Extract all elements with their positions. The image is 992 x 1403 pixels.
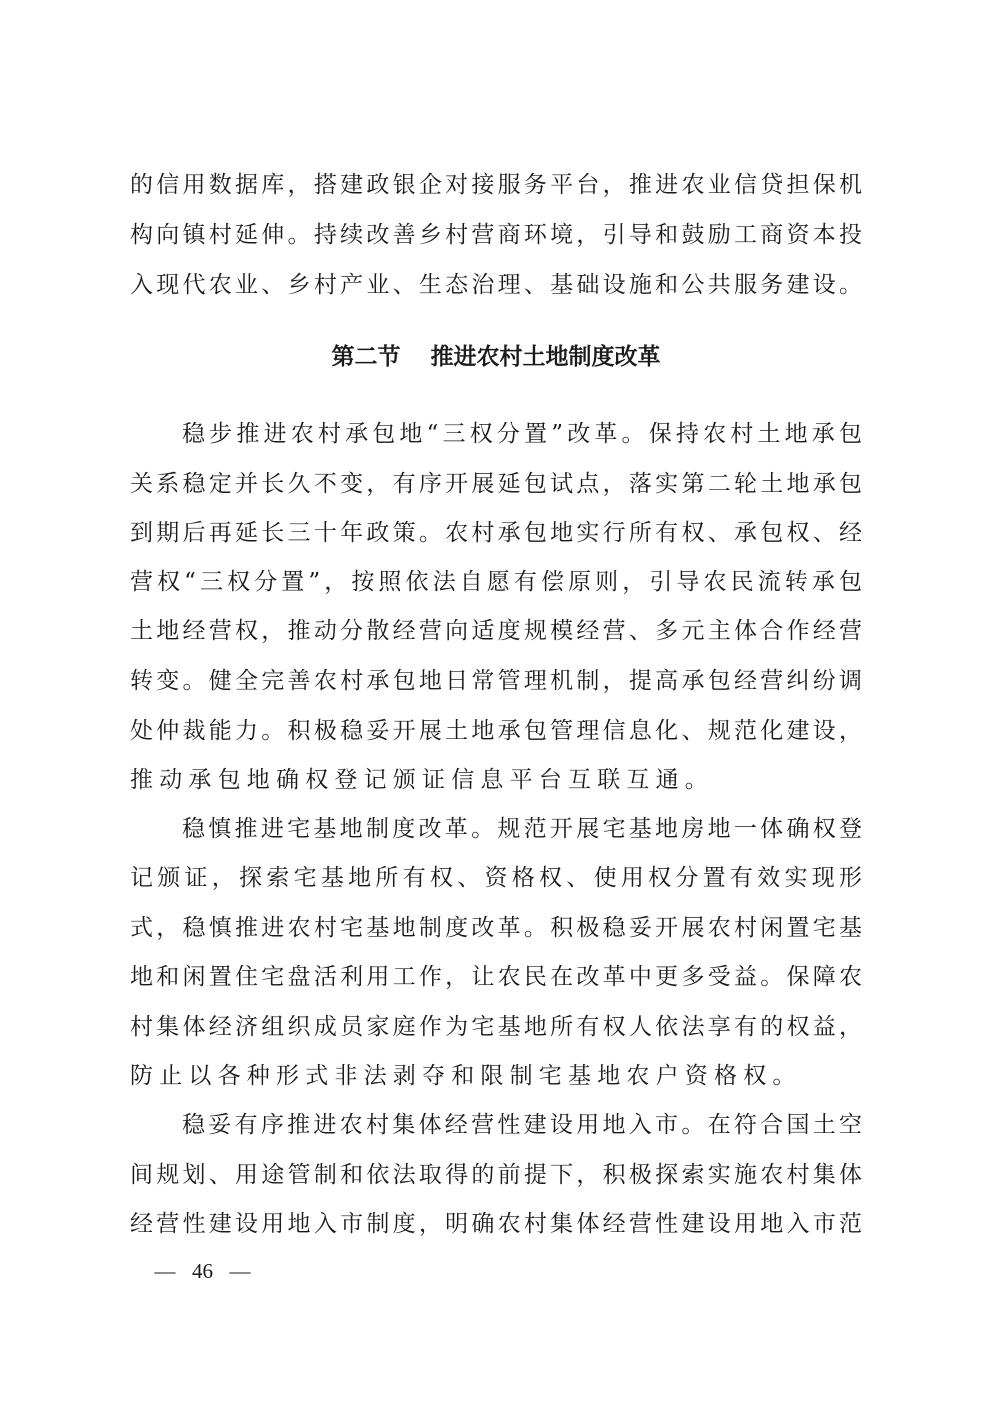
paragraph-line: 防止以各种形式非法剥夺和限制宅基地农户资格权。 — [130, 1063, 802, 1089]
paragraph-line: 间规划、用途管制和依法取得的前提下，积极探索实施农村集体 — [130, 1162, 862, 1188]
paragraph-line: 记颁证，探索宅基地所有权、资格权、使用权分置有效实现形 — [130, 865, 862, 891]
paragraph-line: 到期后再延长三十年政策。农村承包地实行所有权、承包权、经 — [130, 520, 862, 546]
paragraph-line: 式，稳慎推进农村宅基地制度改革。积极稳妥开展农村闲置宅基 — [130, 915, 862, 941]
paragraph-line: 稳慎推进宅基地制度改革。规范开展宅基地房地一体确权登 — [182, 816, 862, 842]
page-number: 46 — [192, 1259, 213, 1283]
paragraph-line: 地和闲置住宅盘活利用工作，让农民在改革中更多受益。保障农 — [130, 964, 862, 990]
paragraph-line: 关系稳定并长久不变，有序开展延包试点，落实第二轮土地承包 — [130, 471, 862, 497]
paragraph-line: 稳妥有序推进农村集体经营性建设用地入市。在符合国土空 — [182, 1112, 862, 1138]
footer-dash-right: — — [229, 1259, 251, 1283]
paragraph-line: 土地经营权，推动分散经营向适度规模经营、多元主体合作经营 — [130, 618, 862, 644]
section-number: 第二节 — [331, 344, 401, 370]
paragraph-line: 稳步推进农村承包地“三权分置”改革。保持农村土地承包 — [182, 421, 862, 447]
paragraph-line: 经营性建设用地入市制度，明确农村集体经营性建设用地入市范 — [130, 1211, 862, 1237]
paragraph-line: 处仲裁能力。积极稳妥开展土地承包管理信息化、规范化建设， — [130, 718, 862, 744]
paragraph-line: 村集体经济组织成员家庭作为宅基地所有权人依法享有的权益， — [130, 1014, 862, 1040]
paragraph-line: 转变。健全完善农村承包地日常管理机制，提高承包经营纠纷调 — [130, 668, 862, 694]
section-title: 推进农村土地制度改革 — [430, 344, 661, 370]
text-line: 入现代农业、乡村产业、生态治理、基础设施和公共服务建设。 — [130, 272, 862, 298]
footer-dash-left: — — [154, 1259, 176, 1283]
text-line: 构向镇村延伸。持续改善乡村营商环境，引导和鼓励工商资本投 — [130, 222, 862, 248]
paragraph-line: 推动承包地确权登记颁证信息平台互联互通。 — [130, 767, 714, 793]
page-footer — [150, 1256, 255, 1286]
text-line: 的信用数据库，搭建政银企对接服务平台，推进农业信贷担保机 — [130, 172, 862, 198]
section-heading — [0, 340, 992, 374]
paragraph-line: 营权“三权分置”，按照依法自愿有偿原则，引导农民流转承包 — [130, 569, 862, 595]
